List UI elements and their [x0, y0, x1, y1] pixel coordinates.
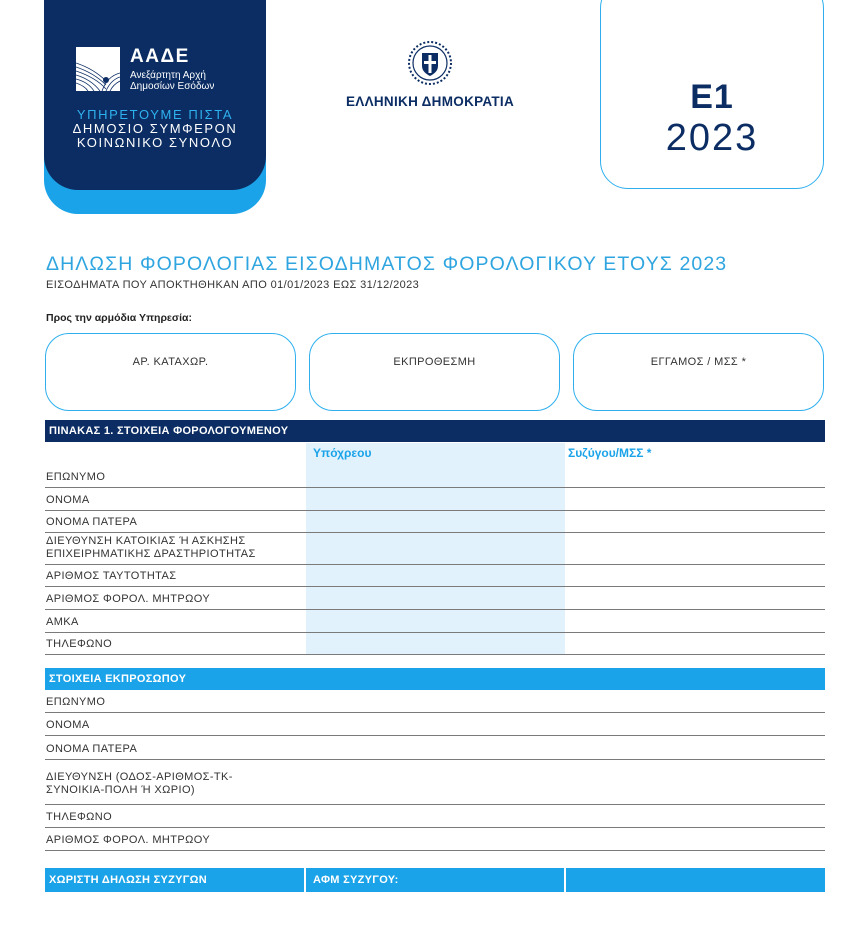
table-row[interactable] — [45, 587, 825, 610]
row-label: ΤΗΛΕΦΩΝΟ — [46, 811, 113, 823]
representative-title: ΣΤΟΙΧΕΙΑ ΕΚΠΡΟΣΩΠΟΥ — [45, 668, 825, 690]
form-id-box — [600, 0, 824, 189]
row-label: ΟΝΟΜΑ ΠΑΤΕΡΑ — [46, 516, 138, 528]
spouse-column-header: Συζύγου/ΜΣΣ * — [568, 446, 652, 460]
greek-coat-of-arms-icon — [407, 40, 453, 86]
table-row[interactable] — [45, 565, 825, 587]
registration-number-label: ΑΡ. ΚΑΤΑΧΩΡ. — [132, 356, 209, 368]
page-title: ΔΗΛΩΣΗ ΦΟΡΟΛΟΓΙΑΣ ΕΙΣΟΔΗΜΑΤΟΣ ΦΟΡΟΛΟΓΙΚΟΥ ΕΤΟΥΣ 2023 — [46, 253, 728, 275]
row-label-line2: ΣΥΝΟΙΚΙΑ-ΠΟΛΗ Ή ΧΩΡΙΟ) — [46, 784, 195, 796]
agency-name-line1: Ανεξάρτητη Αρχή — [130, 70, 206, 81]
row-label: ΑΡΙΘΜΟΣ ΤΑΥΤΟΤΗΤΑΣ — [46, 570, 177, 582]
aade-emblem-icon — [76, 47, 120, 91]
late-filing-field[interactable] — [309, 333, 560, 411]
list-item[interactable] — [45, 713, 825, 736]
registration-number-field[interactable] — [45, 333, 296, 411]
row-label: ΑΡΙΘΜΟΣ ΦΟΡΟΛ. ΜΗΤΡΩΟΥ — [46, 834, 211, 846]
slogan-line2: ΔΗΜΟΣΙΟ ΣΥΜΦΕΡΟΝ — [72, 121, 238, 136]
list-item[interactable] — [45, 690, 825, 713]
row-label: ΑΡΙΘΜΟΣ ΦΟΡΟΛ. ΜΗΤΡΩΟΥ — [46, 593, 211, 605]
republic-title: ΕΛΛΗΝΙΚΗ ΔΗΜΟΚΡΑΤΙΑ — [345, 94, 515, 109]
agency-fullname — [130, 70, 214, 92]
table-row[interactable] — [45, 464, 825, 488]
late-filing-label: ΕΚΠΡΟΘΕΣΜΗ — [393, 356, 476, 368]
row-label: ΟΝΟΜΑ — [46, 719, 90, 731]
row-label: ΟΝΟΜΑ — [46, 494, 90, 506]
slogan-line3: ΚΟΙΝΩΝΙΚΟ ΣΥΝΟΛΟ — [76, 135, 234, 150]
row-label: ΑΜΚΑ — [46, 616, 79, 628]
row-label-line2: ΕΠΙΧΕΙΡΗΜΑΤΙΚΗΣ ΔΡΑΣΤΗΡΙΟΤΗΤΑΣ — [46, 548, 256, 560]
table-row[interactable] — [45, 633, 825, 655]
logo-panel — [44, 0, 266, 190]
slogan-line1: ΥΠΗΡΕΤΟΥΜΕ ΠΙΣΤΑ — [76, 107, 234, 122]
spouse-afm-label: ΑΦΜ ΣΥΖΥΓΟΥ: — [313, 874, 399, 886]
list-item[interactable] — [45, 760, 825, 805]
married-label: ΕΓΓΑΜΟΣ / ΜΣΣ * — [650, 356, 747, 368]
table-row[interactable] — [45, 533, 825, 565]
aade-logo — [44, 0, 266, 214]
separate-filing-label: ΧΩΡΙΣΤΗ ΔΗΛΩΣΗ ΣΥΖΥΓΩΝ — [49, 874, 208, 886]
form-code: Ε1 — [690, 78, 734, 116]
divider — [564, 868, 566, 892]
table-row[interactable] — [45, 610, 825, 633]
row-label: ΤΗΛΕΦΩΝΟ — [46, 638, 113, 650]
married-field[interactable] — [573, 333, 824, 411]
list-item[interactable] — [45, 736, 825, 760]
taxpayer-column-header: Υπόχρεου — [313, 446, 372, 460]
list-item[interactable] — [45, 805, 825, 828]
page-subtitle: ΕΙΣΟΔΗΜΑΤΑ ΠΟΥ ΑΠΟΚΤΗΘΗΚΑΝ ΑΠΟ 01/01/2023 ΕΩΣ 31/12/2023 — [46, 279, 420, 291]
table1-title: ΠΙΝΑΚΑΣ 1. ΣΤΟΙΧΕΙΑ ΦΟΡΟΛΟΓΟΥΜΕΝΟΥ — [45, 420, 825, 442]
row-label: ΕΠΩΝΥΜΟ — [46, 471, 106, 483]
agency-abbr: ΑΑΔΕ — [130, 46, 190, 67]
hellenic-republic-header — [300, 40, 560, 109]
row-label: ΟΝΟΜΑ ΠΑΤΕΡΑ — [46, 743, 138, 755]
form-year: 2023 — [665, 117, 759, 159]
list-item[interactable] — [45, 828, 825, 851]
divider — [304, 868, 306, 892]
agency-name-line2: Δημοσίων Εσόδων — [130, 81, 215, 92]
table-row[interactable] — [45, 488, 825, 511]
separate-filing-bar — [45, 868, 825, 892]
row-label-line1: ΔΙΕΥΘΥΝΣΗ (ΟΔΟΣ-ΑΡΙΘΜΟΣ-ΤΚ- — [46, 771, 233, 783]
authority-label: Προς την αρμόδια Υπηρεσία: — [46, 312, 192, 324]
table-row[interactable] — [45, 511, 825, 533]
row-label: ΕΠΩΝΥΜΟ — [46, 696, 106, 708]
row-label-line1: ΔΙΕΥΘΥΝΣΗ ΚΑΤΟΙΚΙΑΣ Ή ΑΣΚΗΣΗΣ — [46, 535, 246, 547]
